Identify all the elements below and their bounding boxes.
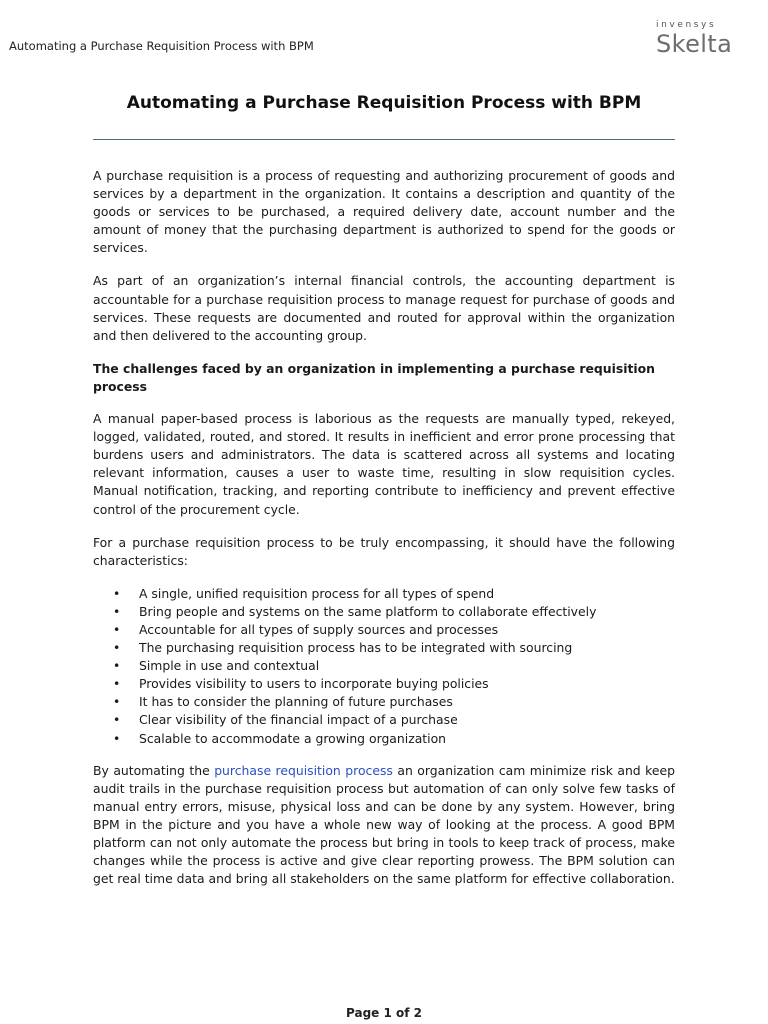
bullet-icon: • xyxy=(113,676,121,692)
list-item-text: Clear visibility of the financial impact of a purchase xyxy=(139,712,458,728)
logo-skelta-text: Skelta xyxy=(656,30,733,58)
list-item xyxy=(93,657,675,675)
list-item xyxy=(93,639,675,657)
list-item-text: Accountable for all types of supply sources and processes xyxy=(139,621,499,637)
list-item-text: Scalable to accommodate a growing organization xyxy=(139,730,447,746)
list-item xyxy=(93,621,675,639)
logo-invensys-text: invensys xyxy=(656,20,717,30)
list-item-text: Bring people and systems on the same platform to collaborate effectively xyxy=(139,603,597,619)
purchase-requisition-process-link[interactable]: purchase requisition process xyxy=(214,762,393,778)
list-item-text: Provides visibility to users to incorporate buying policies xyxy=(139,676,489,692)
automation-text-start: By automating the xyxy=(93,762,215,778)
paragraph-intro: A purchase requisition is a process of requesting and authorizing procurement of goods and services by a department in the organization. It contains a description and quantity of the goods or services to be purchased, a required delivery date, account number and the amount of money that the purchasing department is authorized to spend for the goods or services. xyxy=(93,168,675,256)
section-heading-challenges: The challenges faced by an organization in implementing a purchase requisition process xyxy=(93,360,655,394)
bullet-icon: • xyxy=(113,730,121,746)
bullet-icon: • xyxy=(113,694,121,710)
list-item xyxy=(93,693,675,711)
list-item xyxy=(93,603,675,621)
bullet-icon: • xyxy=(113,585,121,601)
title-divider xyxy=(93,139,675,140)
paragraph-automation xyxy=(93,762,675,889)
document-body xyxy=(93,167,675,903)
characteristics-list xyxy=(93,585,675,748)
bullet-icon: • xyxy=(113,621,121,637)
bullet-icon: • xyxy=(113,712,121,728)
paragraph-manual-process: A manual paper-based process is laborious as the requests are manually typed, rekeyed, logged, validated, routed, and stored. It results in inefficient and error prone processing that burdens users and administrators. The data is scattered across all systems and locating relevant information, causes a user to waste time, resulting in slow requisition cycles. Manual notification, tracking, and reporting contribute to inefficiency and prevent effective control of the procurement cycle. xyxy=(93,411,675,517)
page-number: Page 1 of 2 xyxy=(346,1006,422,1020)
skelta-logo xyxy=(656,20,746,64)
list-item xyxy=(93,711,675,729)
running-header-title: Automating a Purchase Requisition Process with BPM xyxy=(9,39,314,53)
list-item-text: It has to consider the planning of future purchases xyxy=(139,694,453,710)
list-item xyxy=(93,730,675,748)
bullet-icon: • xyxy=(113,658,121,674)
list-item xyxy=(93,585,675,603)
paragraph-characteristics-intro: For a purchase requisition process to be truly encompassing, it should have the following characteristics: xyxy=(93,534,675,568)
list-item xyxy=(93,675,675,693)
list-item-text: A single, unified requisition process for all types of spend xyxy=(139,585,495,601)
bullet-icon: • xyxy=(113,640,121,656)
list-item-text: The purchasing requisition process has to be integrated with sourcing xyxy=(139,640,573,656)
automation-text-rest: an organization cam minimize risk and keep audit trails in the purchase requisition process but automation of can only solve few tasks of manual entry errors, misuse, physical loss and can be done by any system. However, bring BPM in the picture and you have a whole new way of looking at the process. A good BPM platform can not only automate the process but bring in tools to keep track of process, make changes while the process is active and give clear reporting prowess. The BPM solution can get real time data and bring all stakeholders on the same platform for effective collaboration. xyxy=(93,762,675,887)
paragraph-financial-controls: As part of an organization’s internal financial controls, the accounting department is accountable for a purchase requisition process to manage request for purchase of goods and services. These requests are documented and routed for approval within the organization and then delivered to the accounting group. xyxy=(93,273,675,343)
document-title: Automating a Purchase Requisition Process with BPM xyxy=(126,93,642,113)
bullet-icon: • xyxy=(113,603,121,619)
list-item-text: Simple in use and contextual xyxy=(139,658,320,674)
